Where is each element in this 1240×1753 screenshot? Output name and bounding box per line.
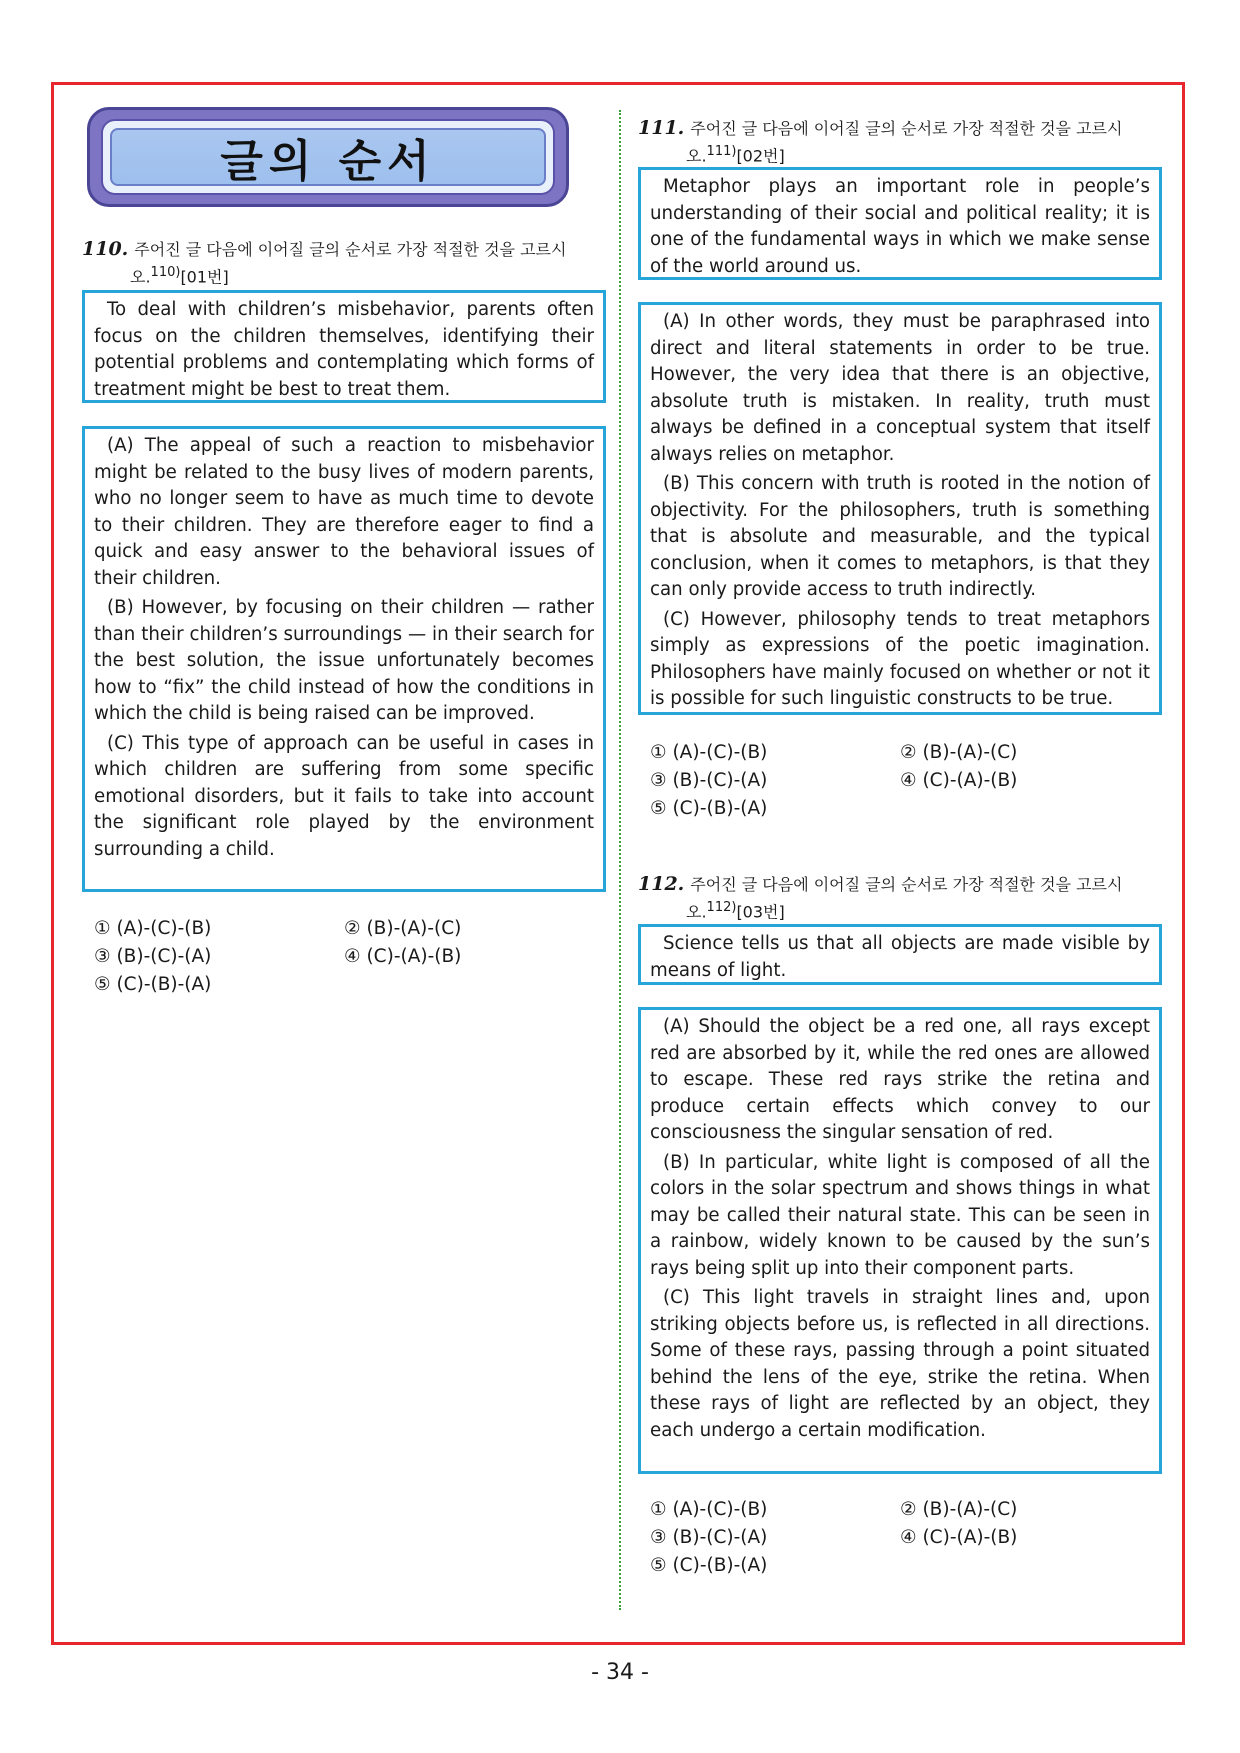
q111-footnote-ref: 111) [706, 144, 737, 159]
q111-intro-box [638, 167, 1162, 280]
q112-prompt-end: 오. [686, 902, 707, 922]
q112-option-1[interactable]: ① (A)-(C)-(B) [650, 1499, 768, 1520]
page-number: - 34 - [591, 1660, 649, 1685]
q111-option-4[interactable]: ④ (C)-(A)-(B) [900, 770, 1018, 791]
q110-intro: To deal with children’s misbehavior, parents often focus on the children themselves, identifying their potential problems and contemplating which forms of treatment might be best to treat them. [94, 299, 594, 400]
q111-number: 111. [638, 117, 685, 139]
q111-prompt: 주어진 글 다음에 이어질 글의 순서로 가장 적절한 것을 고르시 [690, 119, 1123, 138]
q110-option-3[interactable]: ③ (B)-(C)-(A) [94, 946, 212, 967]
q112-number: 112. [638, 873, 685, 895]
q110-header [82, 238, 606, 288]
q112-footnote-ref: 112) [706, 900, 737, 915]
q112-options [650, 1496, 1150, 1586]
q110-option-2[interactable]: ② (B)-(A)-(C) [344, 918, 462, 939]
q110-paragraph-c: (C) This type of approach can be useful in cases in which children are suffering from some specific emotional disorders, but it fails to take into account the significant role played by the environment surrounding a child. [94, 732, 594, 860]
q112-paragraph-a: (A) Should the object be a red one, all rays except red are absorbed by it, while the red ones are allowed to escape. These red rays strike the retina and produce certain effects which convey to our consciousness the singular sensation of red. [650, 1016, 1150, 1143]
q110-prompt: 주어진 글 다음에 이어질 글의 순서로 가장 적절한 것을 고르시 [134, 240, 567, 259]
q110-number: 110. [82, 238, 129, 260]
q110-intro-box [82, 290, 606, 403]
q110-options [94, 915, 594, 1005]
q112-intro: Science tells us that all objects are made visible by means of light. [650, 933, 1150, 981]
q110-prompt-end: 오. [130, 267, 151, 287]
q112-option-2[interactable]: ② (B)-(A)-(C) [900, 1499, 1018, 1520]
q111-tag: [02번] [736, 146, 785, 166]
q111-paragraph-b: (B) This concern with truth is rooted in the notion of objectivity. For the philosophers, truth is something that is absolute and measurable, and the typical conclusion, when it comes to metaphors, is that they can only provide access to truth indirectly. [650, 473, 1150, 600]
q111-option-1[interactable]: ① (A)-(C)-(B) [650, 742, 768, 763]
q110-option-1[interactable]: ① (A)-(C)-(B) [94, 918, 212, 939]
q111-paragraph-box [638, 302, 1162, 715]
section-title-frame [101, 119, 555, 195]
q110-option-4[interactable]: ④ (C)-(A)-(B) [344, 946, 462, 967]
q112-option-3[interactable]: ③ (B)-(C)-(A) [650, 1527, 768, 1548]
q110-tag: [01번] [180, 267, 229, 287]
q112-paragraph-b: (B) In particular, white light is composed of all the colors in the solar spectrum and shows things in what may be called their natural state. This can be seen in a rainbow, widely known to be caused by the sun’s rays being split up into their component parts. [650, 1151, 1150, 1279]
column-divider [619, 110, 621, 1610]
q111-option-3[interactable]: ③ (B)-(C)-(A) [650, 770, 768, 791]
q110-paragraph-a: (A) The appeal of such a reaction to misbehavior might be related to the busy lives of modern parents, who no longer seem to have as much time to devote to their children. They are therefore eager to find a quick and easy answer to the behavioral issues of their children. [94, 435, 594, 589]
section-title-plate [110, 128, 546, 186]
q110-paragraph-box [82, 426, 606, 892]
q111-options [650, 739, 1150, 829]
q111-header [638, 117, 1162, 167]
q111-option-2[interactable]: ② (B)-(A)-(C) [900, 742, 1018, 763]
q112-option-5[interactable]: ⑤ (C)-(B)-(A) [650, 1555, 768, 1576]
q110-footnote-ref: 110) [150, 265, 181, 280]
q112-header [638, 873, 1162, 923]
q111-intro: Metaphor plays an important role in people’s understanding of their social and political reality; it is one of the fundamental ways in which we make sense of the world around us. [650, 176, 1150, 277]
q112-paragraph-box [638, 1007, 1162, 1474]
section-title: 글의 순서 [220, 136, 436, 187]
q112-option-4[interactable]: ④ (C)-(A)-(B) [900, 1527, 1018, 1548]
q112-paragraph-c: (C) This light travels in straight lines and, upon striking objects before us, is reflected in all directions. Some of these rays, passing through a point situated behind the lens of the eye, strike the retina. When these rays of light are reflected by an object, they each undergo a certain modification. [650, 1287, 1150, 1441]
q112-tag: [03번] [736, 902, 785, 922]
q112-prompt: 주어진 글 다음에 이어질 글의 순서로 가장 적절한 것을 고르시 [690, 875, 1123, 894]
q111-paragraph-c: (C) However, philosophy tends to treat metaphors simply as expressions of the poetic imagination. Philosophers have mainly focused on whether or not it is possible for such linguistic constructs to be true. [650, 608, 1150, 709]
q112-intro-box [638, 924, 1162, 985]
q111-prompt-end: 오. [686, 146, 707, 166]
section-title-badge [87, 107, 569, 207]
q110-paragraph-b: (B) However, by focusing on their children — rather than their children’s surroundings — in their search for the best solution, the issue unfortunately becomes how to “fix” the child instead of how the conditions in which the child is being raised can be improved. [94, 597, 594, 724]
q110-option-5[interactable]: ⑤ (C)-(B)-(A) [94, 974, 212, 995]
q111-paragraph-a: (A) In other words, they must be paraphrased into direct and literal statements in order to be true. However, the very idea that there is an objective, absolute truth is mistaken. In reality, truth must always be defined in a conceptual system that itself always relies on metaphor. [650, 311, 1150, 465]
q111-option-5[interactable]: ⑤ (C)-(B)-(A) [650, 798, 768, 819]
